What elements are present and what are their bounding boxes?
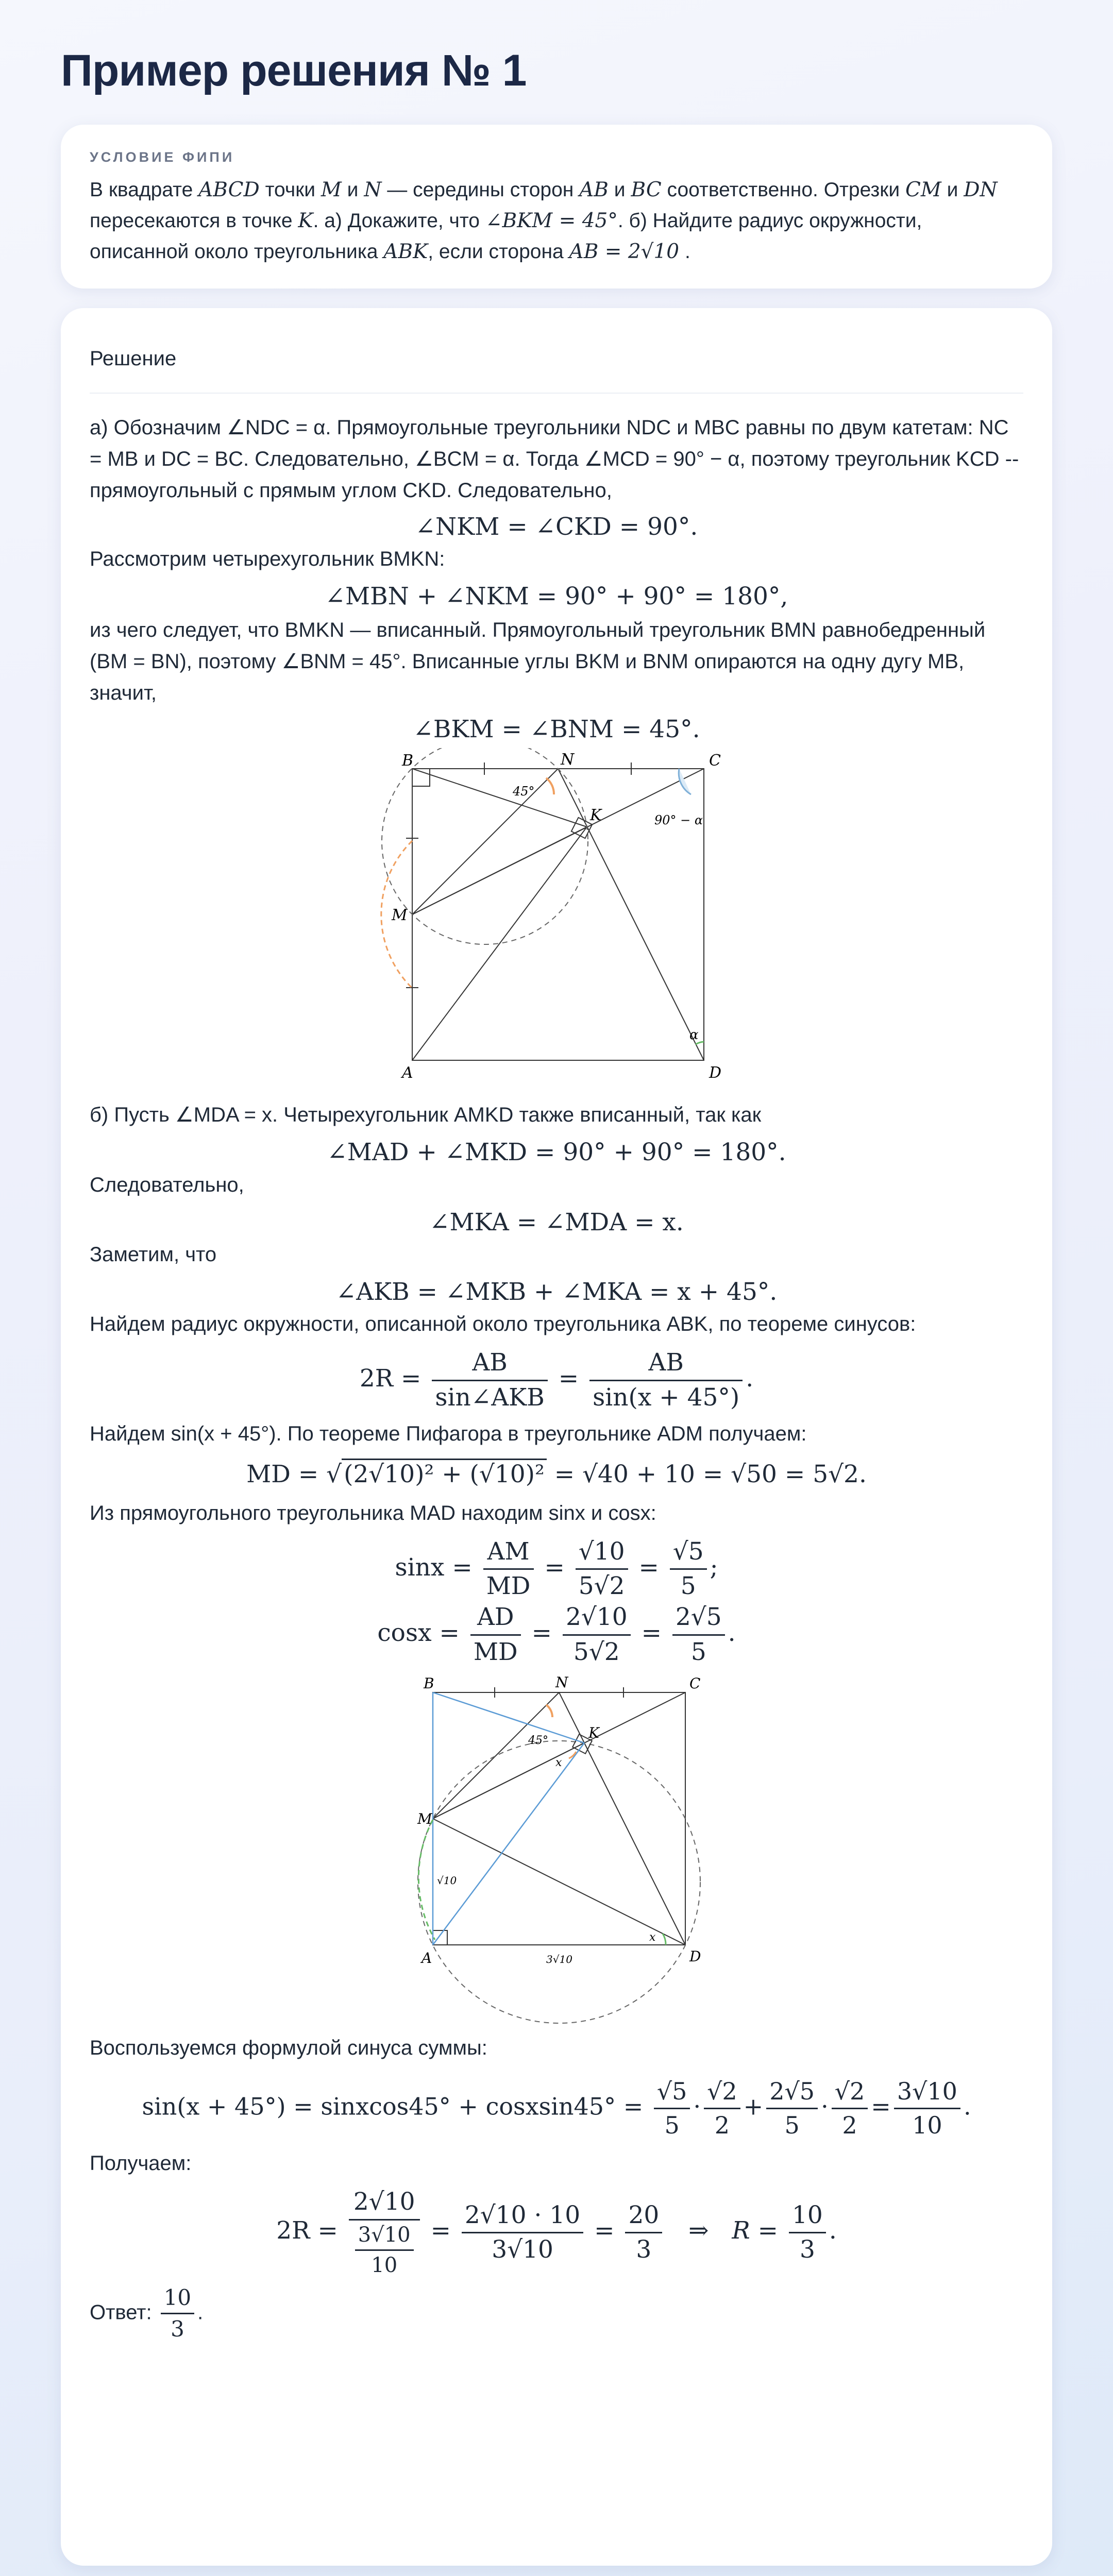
figure-2: [90, 1672, 1023, 2032]
sum-f1d: 5: [664, 2111, 680, 2140]
r-arrow: ⇒: [688, 2216, 709, 2245]
r-f3d: 3: [636, 2235, 652, 2264]
cond-m1: ABCD: [198, 178, 260, 201]
cond-t5: и: [608, 179, 631, 201]
cond-m5: BC: [631, 178, 662, 201]
sum-f5n: 3√10: [894, 2077, 960, 2109]
answer-num: 10: [161, 2285, 194, 2314]
fig1-square: [412, 769, 704, 1060]
law-den1: sin∠AKB: [435, 1383, 545, 1412]
part-a-f2: ∠MBN + ∠NKM = 90° + 90° = 180°,: [325, 582, 788, 611]
cos-lhs: cosx =: [377, 1619, 460, 1648]
sin-den3: 5: [680, 1571, 696, 1600]
pyth-rad: (2√10)² + (√10)²: [342, 1459, 547, 1488]
part-a-p2: Рассмотрим четырехугольник BMKN:: [90, 548, 445, 571]
formula-pythagoras: MD = √(2√10)² + (√10)² = √40 + 10 = √50 = 5√2.: [90, 1460, 1023, 1489]
formula-sum: sin(x + 45°) = sinxcos45° + cosxsin45° = $\frac{√5}{5}$ · $\frac{√2}{2}$ + $\frac{2√5}{5}$ · $\frac{√2}{2}$ = $\frac{3√10}{10}$ .: [142, 2077, 971, 2140]
sum-f3n: 2√5: [766, 2077, 818, 2109]
condition-tag: УСЛОВИЕ ФИПИ: [90, 149, 235, 165]
cond-m11: AB = 2√10: [569, 240, 680, 263]
law-lhs: 2R =: [359, 1364, 421, 1393]
fig1-right-angle-k: [571, 818, 592, 838]
cond-t6: соответственно. Отрезки: [661, 179, 905, 201]
sum-f2n: √2: [704, 2077, 740, 2109]
fig2-label-k: K: [588, 1724, 599, 1742]
condition-text: [90, 175, 1023, 267]
fig2-angle-45: 45°: [528, 1734, 548, 1748]
sum-f5d: 10: [912, 2111, 942, 2140]
fig2-arc-45: [546, 1705, 552, 1717]
cond-m3: N: [364, 178, 382, 201]
cond-t10: . б) Найдите радиус окружности, описанной около треугольника: [90, 210, 922, 263]
sin-num2: √10: [576, 1537, 628, 1570]
r-f1dd: 10: [371, 2253, 398, 2277]
fig2-square: [433, 1692, 685, 1945]
figure-1: [90, 748, 1023, 1098]
formula-radius: 2R = $\frac{2√10}{\frac{3√10}{10}}$ = $\frac{2√10 \cdot 10}{3√10}$ = $\frac{20}{3}$ ⇒ R = $\frac{10}{3}$ .: [276, 2188, 837, 2277]
sin-den1: MD: [486, 1571, 531, 1600]
law-den2: sin(x + 45°): [593, 1383, 740, 1412]
condition-card: [61, 125, 1052, 289]
fig2-label-a: A: [421, 1950, 432, 1967]
cond-t2: точки: [259, 179, 321, 201]
law-num1: AB: [432, 1348, 547, 1381]
fig2-label-m: M: [417, 1810, 432, 1828]
cond-t3: и: [341, 179, 364, 201]
fig2-label-d: D: [689, 1948, 701, 1965]
law-num2: AB: [589, 1348, 743, 1381]
fig1-angle-alpha: α: [689, 1027, 699, 1043]
cond-m10: ABK: [383, 240, 428, 263]
part-b-f1: ∠MAD + ∠MKD = 90° + 90° = 180°.: [327, 1138, 786, 1167]
figure-1-svg: [376, 748, 737, 1098]
fig2-segment-mk: [433, 1743, 584, 1819]
cond-t4: — середины сторон: [381, 179, 580, 201]
r-f2n: 2√10 · 10: [462, 2201, 583, 2233]
part-a-p3: из чего следует, что BMKN — вписанный. Прямоугольный треугольник BMN равнобедренный (BM = BN), поэтому ∠BNM = 45°. Вписанные углы BKM и BNM опираются на одну дугу MB, значит,: [90, 618, 986, 704]
part-b-f2: ∠MKA = ∠MDA = x.: [429, 1208, 684, 1236]
cos-den3: 5: [690, 1637, 706, 1666]
part-b-p3: Заметим, что: [90, 1243, 217, 1266]
fig2-len-ad: 3√10: [546, 1953, 572, 1966]
sum-f2d: 2: [714, 2111, 730, 2140]
r-f1dn: 3√10: [355, 2223, 414, 2251]
cond-t1: В квадрате: [90, 179, 199, 201]
part-b-p5: Найдем sin(x + 45°). По теореме Пифагора в треугольнике ADM получаем:: [90, 1422, 807, 1446]
sin-num3: √5: [670, 1537, 707, 1570]
fig1-segment-ak: [412, 827, 587, 1060]
pyth-lhs: MD =: [246, 1460, 319, 1489]
cond-m6: CM: [905, 178, 941, 201]
solution-heading: Решение: [90, 308, 1023, 394]
fig1-label-k: K: [590, 806, 602, 825]
fig1-label-c: C: [709, 752, 721, 770]
fig1-label-n: N: [561, 751, 575, 769]
sum-f4d: 2: [842, 2111, 857, 2140]
cond-m2: M: [321, 178, 342, 201]
sin-num1: AM: [483, 1537, 534, 1570]
fig2-segment-mn: [433, 1692, 559, 1819]
cond-m4: AB: [579, 178, 609, 201]
cond-m7: DN: [964, 178, 998, 201]
r-lhs: 2R =: [276, 2216, 338, 2245]
r-R: R =: [732, 2216, 779, 2245]
fig1-arc-45: [546, 778, 554, 794]
figure-2-svg: [392, 1672, 721, 2032]
fig2-segment-ak: [433, 1743, 584, 1945]
part-b-p8: Получаем:: [90, 2152, 192, 2175]
fig2-label-c: C: [689, 1675, 701, 1692]
fig1-angle-90-alpha: 90° − α: [654, 813, 703, 828]
part-a-f3: ∠BKM = ∠BNM = 45°.: [413, 715, 700, 743]
part-b-p6: Из прямоугольного треугольника MAD находим sinx и cosx:: [90, 1501, 656, 1524]
sum-f1n: √5: [654, 2077, 690, 2109]
cos-num2: 2√10: [563, 1603, 631, 1635]
fig1-segment-nd: [558, 769, 704, 1060]
cond-m8: K: [298, 209, 313, 232]
fig2-angle-x2: x: [649, 1931, 656, 1944]
fig2-angle-x1: x: [555, 1756, 562, 1770]
fig1-segment-mk: [412, 827, 587, 914]
answer-label: Ответ:: [90, 2301, 158, 2324]
cond-t11: , если сторона: [428, 241, 569, 263]
fig1-segment-mn: [412, 769, 558, 914]
part-b-p7: Воспользуемся формулой синуса суммы:: [90, 2037, 487, 2060]
part-b-p4: Найдем радиус окружности, описанной около треугольника ABK, по теореме синусов:: [90, 1313, 916, 1336]
fig2-label-n: N: [555, 1674, 568, 1691]
part-b-p1: б) Пусть ∠MDA = x. Четырехугольник AMKD также вписанный, так как: [90, 1104, 762, 1127]
fig2-label-b: B: [424, 1675, 434, 1692]
formula-sin: sinx = $\frac{AM}{MD}$ = $\frac{√10}{5√2}$ = $\frac{√5}{5}$ ;: [395, 1537, 718, 1600]
sum-f4n: √2: [832, 2077, 868, 2109]
sum-f3d: 5: [784, 2111, 800, 2140]
answer-line: Ответ: $\frac{10}{3}$ .: [90, 2284, 204, 2342]
fig1-arc-blue: [679, 769, 691, 794]
fig1-label-d: D: [709, 1064, 722, 1082]
cos-num3: 2√5: [672, 1603, 725, 1635]
cond-t12: .: [679, 241, 690, 263]
sum-lhs: sin(x + 45°) = sinxcos45° + cosxsin45° =: [142, 2092, 644, 2121]
sin-den2: 5√2: [578, 1571, 625, 1600]
cos-den2: 5√2: [573, 1637, 620, 1666]
r-f4n: 10: [789, 2201, 826, 2233]
fig2-len-am: √10: [437, 1874, 457, 1887]
r-f4d: 3: [799, 2235, 815, 2264]
sin-lhs: sinx =: [395, 1553, 473, 1582]
part-b-f3: ∠AKB = ∠MKB + ∠MKA = x + 45°.: [335, 1277, 778, 1306]
fig2-segment-md: [433, 1819, 685, 1945]
part-a-p1: а) Обозначим ∠NDC = α. Прямоугольные треугольники NDC и MBC равны по двум катетам: NC = MB и DC = BC. Следовательно, ∠BCM = α. Тогда ∠MCD = 90° − α, поэтому треугольник KCD -- прямоугольный с прямым углом CKD. Следовательно,: [90, 416, 1019, 502]
pyth-rest: = √40 + 10 = √50 = 5√2.: [554, 1460, 867, 1489]
formula-cos: cosx = $\frac{AD}{MD}$ = $\frac{2√10}{5√2}$ = $\frac{2√5}{5}$ .: [377, 1603, 736, 1666]
r-f2d: 3√10: [492, 2235, 553, 2264]
part-a-f1: ∠NKM = ∠CKD = 90°.: [415, 513, 698, 541]
cos-den1: MD: [473, 1637, 518, 1666]
formula-law-of-sines: 2R = $\frac{AB}{\text{sin∠AKB}}$ = $\frac{AB}{\sin(x + 45^\circ)}$ .: [359, 1348, 754, 1412]
cond-t9: . а) Докажите, что: [313, 210, 485, 232]
fig1-label-b: B: [402, 752, 414, 770]
solution-card: [61, 308, 1052, 2566]
r-f3n: 20: [625, 2201, 662, 2233]
fig2-segment-nd: [559, 1692, 685, 1945]
fig1-angle-45: 45°: [513, 784, 535, 799]
cond-t8: пересекаются в точке: [90, 210, 298, 232]
answer-den: 3: [171, 2316, 184, 2342]
r-f1n: 2√10: [349, 2188, 420, 2220]
fig1-label-m: M: [392, 906, 408, 925]
fig1-label-a: A: [402, 1064, 413, 1082]
cos-num1: AD: [470, 1603, 521, 1635]
fig1-segment-bk: [412, 769, 587, 827]
fig2-segment-bk: [433, 1692, 584, 1743]
cond-t7: и: [941, 179, 964, 201]
part-b-p2: Следовательно,: [90, 1173, 244, 1196]
page-title: Пример решения № 1: [61, 46, 527, 95]
cond-m9: ∠BKM = 45°: [485, 209, 618, 232]
